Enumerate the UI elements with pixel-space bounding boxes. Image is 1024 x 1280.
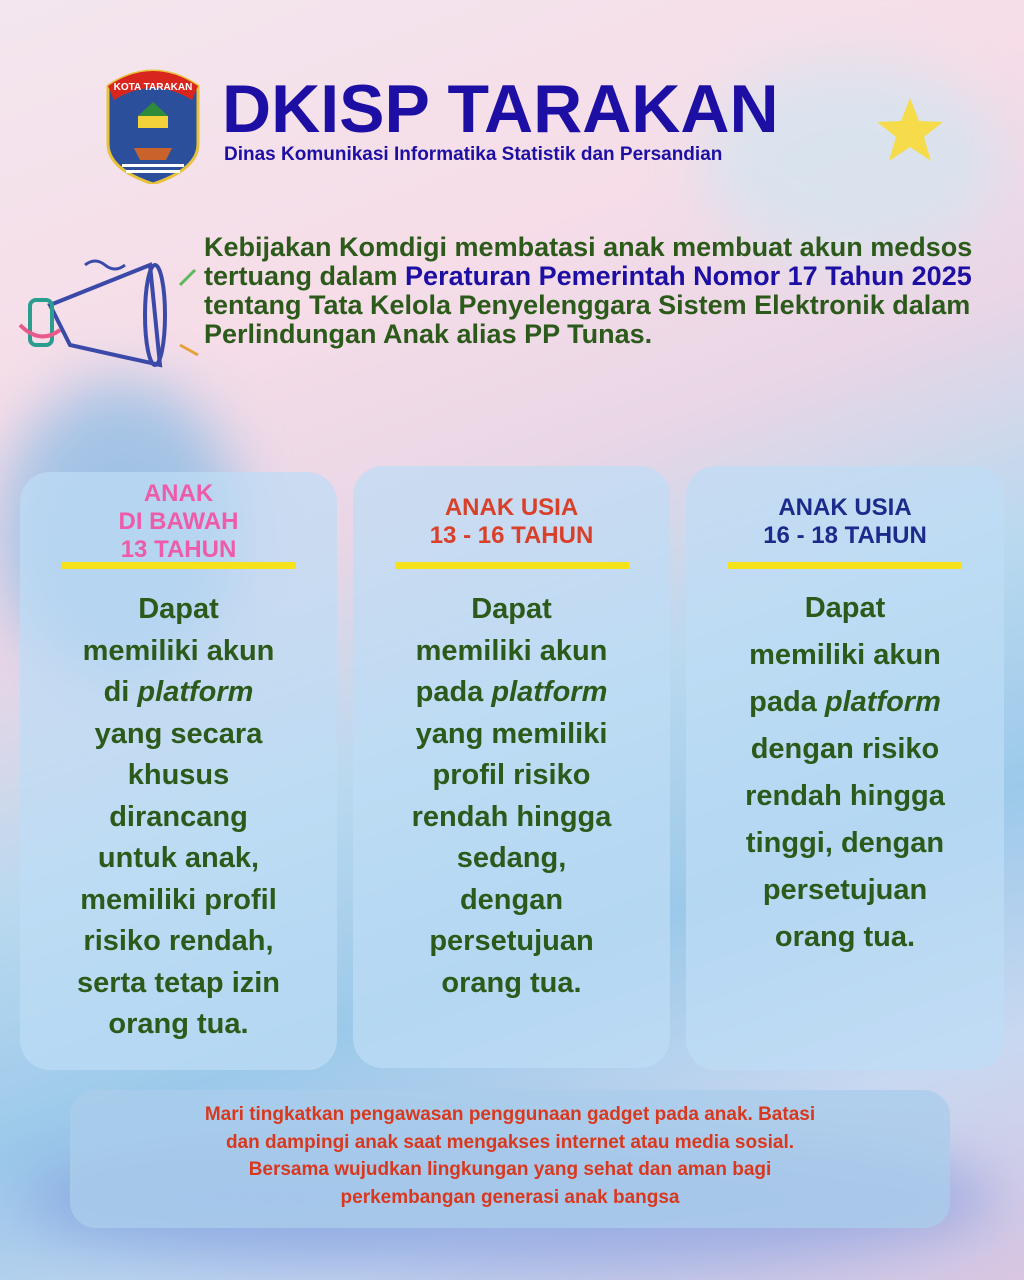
age-card-1 [20, 472, 337, 1070]
text: memiliki profil [80, 883, 277, 916]
age-card-2 [353, 466, 670, 1068]
heading-line: DI BAWAH [118, 508, 239, 535]
text: rendah hingga [745, 780, 945, 812]
body-line [20, 880, 337, 922]
body-line [353, 755, 670, 797]
age-card-3 [686, 466, 1004, 1070]
text: pada [415, 676, 492, 708]
footer-message [70, 1090, 950, 1228]
body-line [20, 589, 337, 631]
body-line [20, 921, 337, 963]
text: rendah hingga [411, 800, 612, 833]
italic-term: platform [137, 676, 254, 708]
body-line [353, 838, 670, 880]
body-line [686, 632, 1004, 679]
heading-line: ANAK USIA [444, 494, 579, 521]
text: khusus [127, 759, 230, 791]
text: tinggi, dengan [745, 827, 945, 859]
heading-line: ANAK [143, 480, 214, 507]
regulation-name: Peraturan Pemerintah Nomor 17 Tahun 2025 [405, 261, 972, 291]
text: Dapat [471, 593, 552, 625]
age-card-body [686, 585, 1004, 961]
body-line [353, 797, 670, 839]
italic-term: platform [824, 686, 941, 718]
heading-line: 13 TAHUN [120, 536, 237, 563]
body-line [20, 714, 337, 756]
body-line [353, 631, 670, 673]
body-line [686, 773, 1004, 820]
footer-line: Bersama wujudkan lingkungan yang sehat dan aman bagi [248, 1159, 772, 1180]
text: sedang, [456, 842, 567, 874]
body-line [20, 1004, 337, 1046]
star-icon [875, 95, 945, 165]
age-card-body [20, 589, 337, 1046]
intro-part: tentang Tata Kelola Penyelenggara Sistem Elektronik dalam Perlindungan Anak alias PP Tunas. [204, 290, 971, 349]
megaphone-icon [10, 245, 200, 395]
footer-line: dan dampingi anak saat mengakses internet atau media sosial. [225, 1131, 795, 1153]
text: memiliki akun [749, 639, 941, 671]
text: persetujuan [429, 925, 594, 957]
kota-tarakan-logo [102, 64, 204, 184]
intro-text [204, 233, 994, 349]
body-line [686, 914, 1004, 961]
text: di [103, 676, 138, 708]
text: orang tua. [441, 966, 582, 999]
text: profil risiko [432, 759, 591, 791]
age-card-heading [353, 482, 670, 562]
body-line [20, 797, 337, 839]
page-title: DKISP TARAKAN [222, 71, 779, 147]
text: serta tetap izin [76, 966, 281, 999]
text: memiliki akun [415, 634, 608, 667]
svg-text:KOTA TARAKAN: KOTA TARAKAN [113, 82, 193, 93]
body-line [20, 963, 337, 1005]
heading-line: ANAK USIA [778, 494, 912, 521]
text: risiko rendah, [83, 925, 274, 957]
text: dengan [459, 883, 564, 916]
footer-line: perkembangan generasi anak bangsa [340, 1186, 680, 1208]
yellow-divider [728, 562, 962, 569]
italic-term: platform [491, 676, 608, 708]
body-line [686, 679, 1004, 726]
text: yang memiliki [415, 717, 608, 750]
body-line [353, 589, 670, 631]
age-card-heading [686, 482, 1004, 562]
page-subtitle: Dinas Komunikasi Informatika Statistik dan Persandian [224, 144, 723, 165]
body-line [353, 963, 670, 1005]
body-line [686, 585, 1004, 632]
body-line [20, 672, 337, 714]
body-line [686, 726, 1004, 773]
age-card-body [353, 589, 670, 1004]
body-line [353, 921, 670, 963]
text: untuk anak, [97, 842, 260, 874]
body-line [353, 714, 670, 756]
yellow-divider [395, 562, 629, 569]
footer-line: Mari tingkatkan pengawasan penggunaan gadget pada anak. Batasi [204, 1104, 816, 1125]
text: dengan risiko [750, 733, 940, 765]
body-line [353, 672, 670, 714]
text: persetujuan [762, 874, 928, 906]
intro-part: Kebijakan Komdigi membatasi anak membuat akun medsos tertuang dalam [204, 232, 973, 291]
age-card-heading [20, 482, 337, 562]
text: pada [749, 686, 825, 718]
text: Dapat [804, 592, 886, 624]
text: dirancang [109, 800, 248, 833]
body-line [20, 631, 337, 673]
heading-line: 16 - 18 TAHUN [763, 522, 927, 549]
body-line [20, 838, 337, 880]
text: yang secara [94, 717, 263, 750]
body-line [20, 755, 337, 797]
text: orang tua. [774, 921, 916, 953]
text: memiliki akun [82, 634, 275, 667]
text: Dapat [138, 593, 219, 625]
body-line [686, 820, 1004, 867]
body-line [686, 867, 1004, 914]
heading-line: 13 - 16 TAHUN [429, 522, 594, 549]
body-line [353, 880, 670, 922]
text: orang tua. [108, 1008, 249, 1040]
